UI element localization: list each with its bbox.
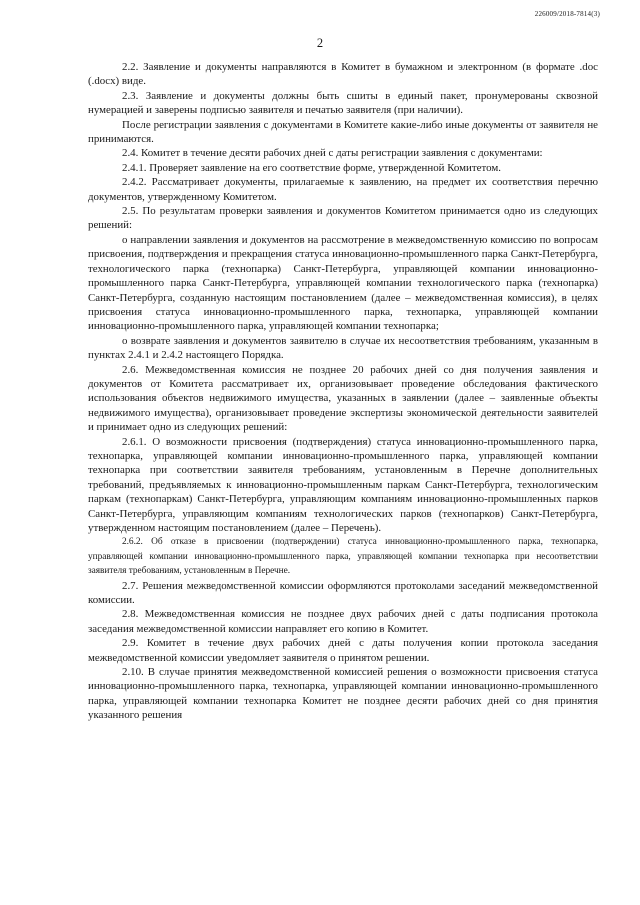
paragraph-2-6-1: 2.6.1. О возможности присвоения (подтверждения) статуса инновационно-промышленного парка, технопарка, управляющей компании инновационно-промышленного парка, управляющей компании технопарка при соответствии заявителя требованиям, установленным в Перечне дополнительных требований, предъявляемых к инновационно-промышленным паркам Санкт-Петербурга, технологическим паркам (технопаркам) Санкт-Петербурга, управляющим компаниям инновационно-промышленных парков Санкт-Петербурга, управляющим компаниям технологических парков (технопарков) Санкт-Петербурга, утвержденном настоящим постановлением (далее – Перечень).: [88, 435, 598, 534]
paragraph-2-3: 2.3. Заявление и документы должны быть сшиты в единый пакет, пронумерованы сквозной нумерацией и заверены подписью заявителя и печатью заявителя (при наличии).: [88, 89, 598, 117]
paragraph-registration-note: После регистрации заявления с документами в Комитете какие-либо иные документы от заявителя не принимаются.: [88, 118, 598, 146]
page-number: 2: [316, 36, 324, 50]
paragraph-2-6: 2.6. Межведомственная комиссия не позднее 20 рабочих дней со дня получения заявления и документов от Комитета рассматривает их, организовывает проведение обследования фактического использования объектов недвижимого имущества, указанных в заявлении (далее – заявленные объекты недвижимого имущества), организовывает проведение экспертизы экономической деятельности заявителей и принимает одно из следующих решений:: [88, 363, 598, 434]
document-body: [88, 60, 598, 723]
document-number: 226009/2018-7814(3): [534, 10, 600, 18]
paragraph-2-8: 2.8. Межведомственная комиссия не позднее двух рабочих дней с даты подписания протокола заседания межведомственной комиссии направляет его копию в Комитет.: [88, 608, 598, 635]
paragraph-decision-referral: о направлении заявления и документов на рассмотрение в межведомственную комиссию по вопросам присвоения, подтверждения и прекращения статуса инновационно-промышленного парка Санкт-Петербурга, технологического парка (технопарка) Санкт-Петербурга, управляющей компании инновационно-промышленного парка Санкт-Петербурга, управляющей компании технологического парка (технопарка) Санкт-Петербурга, созданную настоящим постановлением (далее – межведомственная комиссия), в целях присвоения статуса инновационно-промышленного парка, технопарка, управляющей компании инновационно-промышленного парка, управляющей компании технопарка;: [88, 233, 598, 333]
paragraph-2-5: 2.5. По результатам проверки заявления и документов Комитетом принимается одно из следующих решений:: [88, 205, 598, 232]
paragraph-2-4-1: 2.4.1. Проверяет заявление на его соответствие форме, утвержденной Комитетом.: [122, 161, 501, 174]
paragraph-decision-return: о возврате заявления и документов заявителю в случае их несоответствия требованиям, указанным в пунктах 2.4.1 и 2.4.2 настоящего Порядка.: [88, 334, 598, 362]
paragraph-2-10: 2.10. В случае принятия межведомственной комиссией решения о возможности присвоения статуса инновационно-промышленного парка, технопарка, управляющей компании инновационно-промышленного парка, управляющей компании технопарка Комитет не позднее десяти рабочих дней со дня принятия указанного решения: [88, 666, 598, 722]
paragraph-2-4: 2.4. Комитет в течение десяти рабочих дней с даты регистрации заявления с документами:: [122, 147, 543, 160]
paragraph-2-6-2: 2.6.2. Об отказе в присвоении (подтверждении) статуса инновационно-промышленного парка, технопарка, управляющей компании инновационно-промышленного парка, управляющей компании технопарка при несоответствии заявителя требованиям, установленным в Перечне.: [88, 537, 598, 577]
paragraph-2-9: 2.9. Комитет в течение двух рабочих дней с даты получения копии протокола заседания межведомственной комиссии уведомляет заявителя о принятом решении.: [88, 637, 598, 664]
paragraph-2-7: 2.7. Решения межведомственной комиссии оформляются протоколами заседаний межведомственной комиссии.: [88, 579, 598, 607]
paragraph-2-2: 2.2. Заявление и документы направляются в Комитет в бумажном и электронном (в формате .doc (.docx) виде.: [88, 61, 598, 88]
paragraph-2-4-2: 2.4.2. Рассматривает документы, прилагаемые к заявлению, на предмет их соответствия перечню документов, утвержденному Комитетом.: [88, 176, 598, 203]
